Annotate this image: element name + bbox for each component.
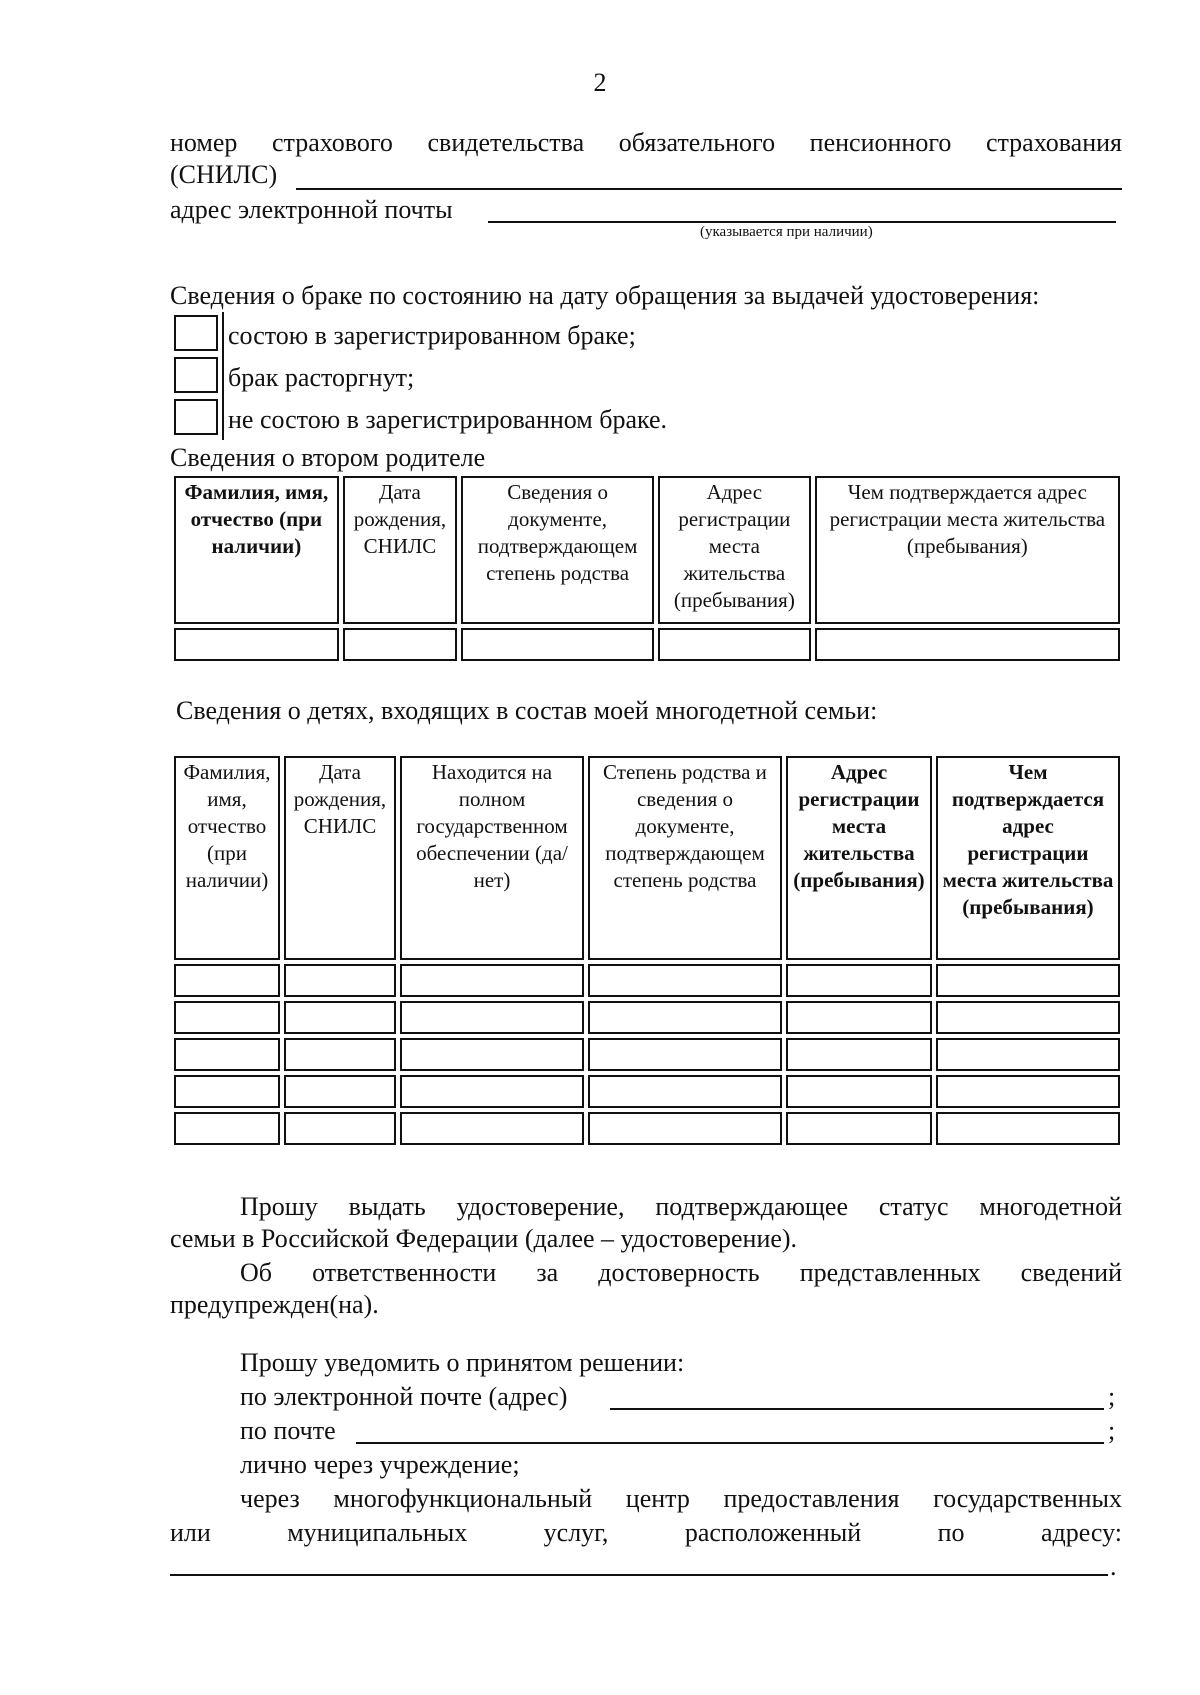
- table-cell[interactable]: [786, 1112, 932, 1145]
- mfc-address-field[interactable]: [170, 1574, 1108, 1576]
- page-number: 2: [593, 68, 607, 97]
- table-cell[interactable]: [786, 964, 932, 997]
- table-cell[interactable]: [343, 628, 457, 661]
- table-cell[interactable]: [936, 1038, 1120, 1071]
- header-cell: Дата рождения, СНИЛС: [343, 476, 457, 624]
- header-cell: Адрес регистрации места жительства (пребывания): [786, 756, 932, 960]
- second-parent-table: [170, 472, 1124, 665]
- table-cell[interactable]: [786, 1001, 932, 1034]
- table-header-row: [174, 476, 1120, 624]
- notify-mfc-text: через многофункциональный центр предоставления государственных: [240, 1484, 1122, 1513]
- table-cell[interactable]: [174, 1038, 280, 1071]
- table-cell[interactable]: [588, 1038, 782, 1071]
- option-not-married: не состою в зарегистрированном браке.: [228, 405, 668, 434]
- notify-email-label: по электронной почте (адрес): [240, 1382, 568, 1411]
- header-cell: Чем подтверждается адрес регистрации места жительства (пребывания): [815, 476, 1120, 624]
- table-cell[interactable]: [400, 964, 584, 997]
- header-cell: Адрес регистрации места жительства (пребывания): [658, 476, 811, 624]
- table-row: [174, 1075, 1120, 1108]
- header-cell: Фамилия, имя, отчество (при наличии): [174, 476, 339, 624]
- table-cell[interactable]: [588, 1112, 782, 1145]
- table-cell[interactable]: [284, 1038, 396, 1071]
- checkbox-divider: [222, 312, 224, 440]
- table-row: [174, 1112, 1120, 1145]
- notify-post-semicolon: ;: [1108, 1416, 1116, 1445]
- responsibility-text-cont: предупрежден(на).: [170, 1290, 379, 1319]
- table-cell[interactable]: [815, 628, 1120, 661]
- table-cell[interactable]: [284, 1001, 396, 1034]
- table-cell[interactable]: [174, 1075, 280, 1108]
- marriage-title: Сведения о браке по состоянию на дату обращения за выдачей удостоверения:: [170, 281, 1040, 310]
- header-cell: Сведения о документе, подтверждающем степень родства: [461, 476, 654, 624]
- checkbox-not-married[interactable]: [174, 399, 218, 435]
- table-cell[interactable]: [174, 1001, 280, 1034]
- notify-email-field[interactable]: [610, 1408, 1104, 1410]
- header-cell: Чем подтверждается адрес регистрации места жительства (пребывания): [936, 756, 1120, 960]
- children-title: Сведения о детях, входящих в состав моей многодетной семьи:: [176, 696, 878, 725]
- email-field[interactable]: [488, 221, 1116, 223]
- table-header-row: [174, 756, 1120, 960]
- request-text-cont: семьи в Российской Федерации (далее – удостоверение).: [170, 1224, 798, 1253]
- table-cell[interactable]: [936, 964, 1120, 997]
- table-cell[interactable]: [400, 1038, 584, 1071]
- children-table: [170, 752, 1124, 1149]
- table-row: [174, 964, 1120, 997]
- snils-label-abbr: (СНИЛС): [170, 160, 278, 189]
- notify-in-person: лично через учреждение;: [240, 1450, 520, 1479]
- table-row: [174, 1001, 1120, 1034]
- notify-post-field[interactable]: [356, 1442, 1104, 1444]
- table-cell[interactable]: [400, 1001, 584, 1034]
- table-cell[interactable]: [284, 1075, 396, 1108]
- table-cell[interactable]: [174, 964, 280, 997]
- notify-email-semicolon: ;: [1108, 1382, 1116, 1411]
- checkbox-divorced[interactable]: [174, 357, 218, 393]
- header-cell: Фамилия, имя, отчество (при наличии): [174, 756, 280, 960]
- notify-post-label: по почте: [240, 1416, 336, 1445]
- table-cell[interactable]: [588, 1001, 782, 1034]
- table-cell[interactable]: [284, 964, 396, 997]
- header-cell: Степень родства и сведения о документе, подтверждающем степень родства: [588, 756, 782, 960]
- email-hint: (указывается при наличии): [700, 224, 873, 240]
- second-parent-title: Сведения о втором родителе: [170, 443, 486, 472]
- option-married: состою в зарегистрированном браке;: [228, 321, 636, 350]
- header-cell: Находится на полном государственном обеспечении (да/нет): [400, 756, 584, 960]
- table-cell[interactable]: [174, 1112, 280, 1145]
- request-text: Прошу выдать удостоверение, подтверждающее статус многодетной: [240, 1192, 1122, 1221]
- table-cell[interactable]: [400, 1075, 584, 1108]
- final-period: .: [1110, 1552, 1117, 1581]
- snils-label: номер страхового свидетельства обязательного пенсионного страхования: [170, 128, 1122, 157]
- table-cell[interactable]: [400, 1112, 584, 1145]
- table-row: [174, 1038, 1120, 1071]
- notify-mfc-text-cont: или муниципальных услуг, расположенный по адресу:: [170, 1518, 1122, 1547]
- table-cell[interactable]: [658, 628, 811, 661]
- table-cell[interactable]: [588, 964, 782, 997]
- email-label: адрес электронной почты: [170, 195, 453, 224]
- table-cell[interactable]: [284, 1112, 396, 1145]
- notify-title: Прошу уведомить о принятом решении:: [240, 1348, 685, 1377]
- table-cell[interactable]: [786, 1038, 932, 1071]
- checkbox-married[interactable]: [174, 315, 218, 351]
- option-divorced: брак расторгнут;: [228, 363, 415, 392]
- table-cell[interactable]: [936, 1075, 1120, 1108]
- header-cell: Дата рождения, СНИЛС: [284, 756, 396, 960]
- table-cell[interactable]: [461, 628, 654, 661]
- table-cell[interactable]: [588, 1075, 782, 1108]
- table-cell[interactable]: [936, 1112, 1120, 1145]
- snils-field[interactable]: [296, 188, 1122, 190]
- table-cell[interactable]: [786, 1075, 932, 1108]
- table-cell[interactable]: [936, 1001, 1120, 1034]
- responsibility-text: Об ответственности за достоверность представленных сведений: [240, 1258, 1122, 1287]
- table-row: [174, 628, 1120, 661]
- table-cell[interactable]: [174, 628, 339, 661]
